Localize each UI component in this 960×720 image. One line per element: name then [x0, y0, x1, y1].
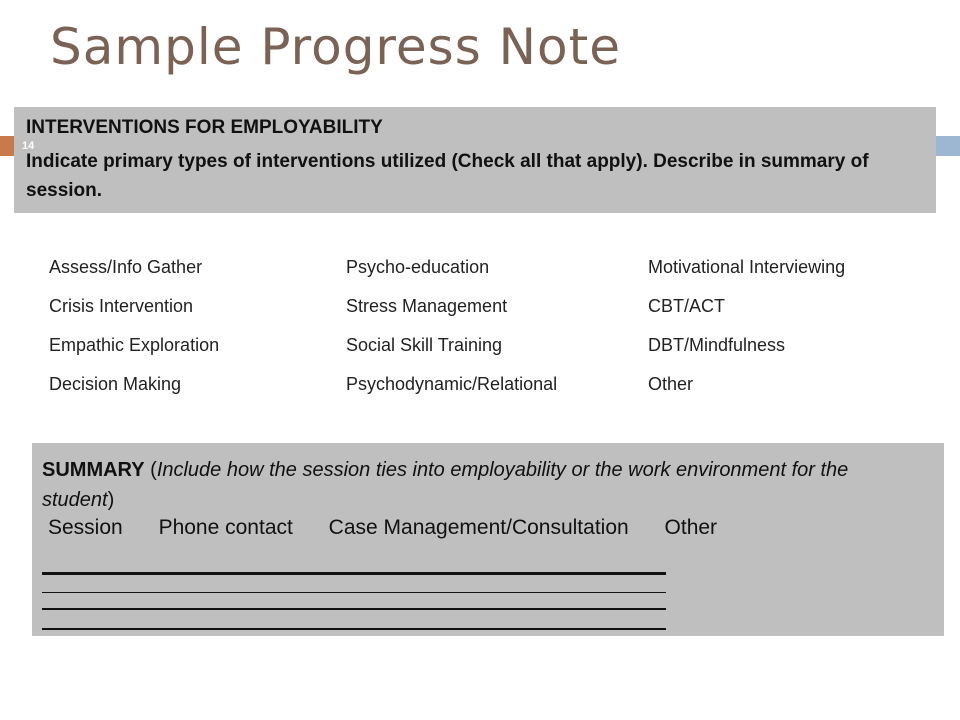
contact-type-options: [48, 516, 747, 540]
contact-other[interactable]: Other: [664, 516, 718, 539]
contact-phone[interactable]: Phone contact: [158, 516, 293, 539]
option-cbt-act[interactable]: CBT/ACT: [648, 296, 726, 316]
interventions-box: [14, 107, 936, 213]
summary-paren-open: (: [144, 459, 157, 481]
option-empathic-exploration[interactable]: Empathic Exploration: [49, 335, 220, 355]
option-stress-management[interactable]: Stress Management: [346, 296, 508, 316]
option-psychodynamic-relational[interactable]: Psychodynamic/Relational: [346, 374, 558, 394]
contact-session[interactable]: Session: [48, 516, 123, 539]
summary-instruction: Include how the session ties into employability or the work environment for the student: [42, 459, 849, 511]
interventions-description: Indicate primary types of interventions utilized (Check all that apply). Describe in summary of session.: [26, 151, 869, 201]
accent-bar-right: [932, 136, 960, 156]
interventions-heading: INTERVENTIONS FOR EMPLOYABILITY: [26, 117, 383, 138]
option-psycho-education[interactable]: Psycho-education: [346, 257, 490, 277]
summary-writing-line[interactable]: [42, 628, 666, 630]
summary-writing-line[interactable]: [42, 572, 666, 575]
summary-writing-line[interactable]: [42, 592, 666, 593]
summary-label: SUMMARY: [42, 459, 145, 481]
summary-paren-close: ): [107, 489, 115, 511]
option-other[interactable]: Other: [648, 374, 694, 394]
option-social-skill-training[interactable]: Social Skill Training: [346, 335, 503, 355]
summary-box: [32, 443, 944, 636]
option-crisis-intervention[interactable]: Crisis Intervention: [49, 296, 194, 316]
option-assess-info-gather[interactable]: Assess/Info Gather: [49, 257, 203, 277]
option-decision-making[interactable]: Decision Making: [49, 374, 182, 394]
contact-case-management[interactable]: Case Management/Consultation: [328, 516, 629, 539]
summary-heading: [42, 455, 922, 515]
slide-number: 14: [22, 140, 35, 152]
option-dbt-mindfulness[interactable]: DBT/Mindfulness: [648, 335, 786, 355]
intervention-options: [49, 257, 929, 395]
option-motivational-interviewing[interactable]: Motivational Interviewing: [648, 257, 846, 277]
summary-writing-line[interactable]: [42, 608, 666, 610]
page-title: Sample Progress Note: [50, 18, 622, 76]
